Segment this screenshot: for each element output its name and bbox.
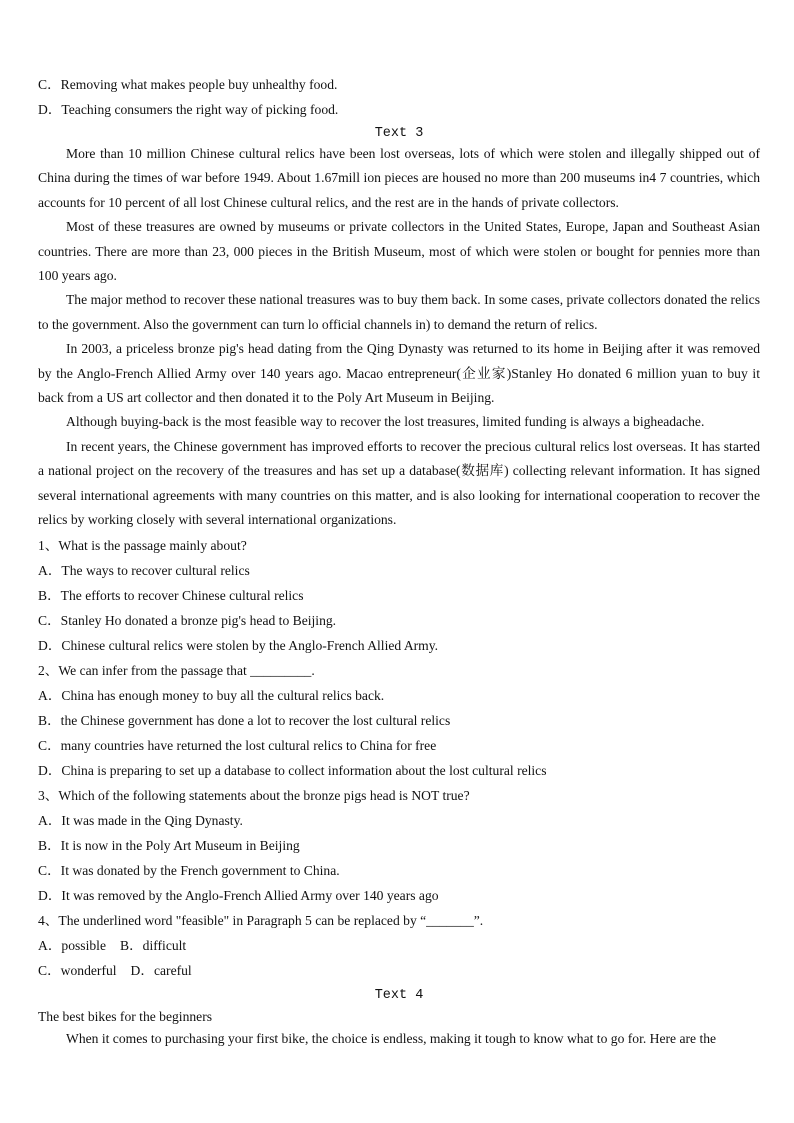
question-2-option-d: D．China is preparing to set up a database to collect information about the lost cultural relics (38, 762, 547, 778)
question-2-option-c: C．many countries have returned the lost cultural relics to China for free (38, 737, 437, 753)
text3-paragraph-5: Although buying-back is the most feasible way to recover the lost treasures, limited funding is always a bigheadache. (66, 414, 705, 430)
option-d: D．Teaching consumers the right way of picking food. (38, 102, 339, 117)
question-3-option-d: D．It was removed by the Anglo-French Allied Army over 140 years ago (38, 887, 439, 903)
text3-paragraph-3: The major method to recover these national treasures was to buy them back. In some cases, private collectors donated the relics to the government. Also the government can turn lo official channels in) to demand the return of relics. (38, 292, 760, 332)
question-4-options-ab (38, 933, 760, 958)
text3-paragraph-6: In recent years, the Chinese government has improved efforts to recover the precious cultural relics lost overseas. It has started a national project on the recovery of the treasures and has set up a database(数据库) collecting relevant information. It has signed several international agreements with many countries on this matter, and is also looking for international cooperation to recover the relics by working closely with several international organizations. (38, 438, 760, 528)
text3-paragraph-1: More than 10 million Chinese cultural relics have been lost overseas, lots of which were stolen and illegally shipped out of China during the times of war before 1949. About 1.67mill ion pieces are housed no more than 200 museums in4 7 countries, which accounts for 10 percent of all lost Chinese cultural relics, and the rest are in the hands of private collectors. (38, 146, 760, 210)
question-4-stem: 4、The underlined word "feasible" in Paragraph 5 can be replaced by “_______”. (38, 912, 484, 928)
question-3-option-b: B．It is now in the Poly Art Museum in Beijing (38, 837, 300, 853)
question-1-stem: 1、What is the passage mainly about? (38, 537, 247, 553)
question-4-options-cd (38, 958, 760, 983)
question-2-stem: 2、We can infer from the passage that _________. (38, 662, 315, 678)
question-3-stem: 3、Which of the following statements about the bronze pigs head is NOT true? (38, 787, 470, 803)
text4-title: The best bikes for the beginners (38, 1008, 213, 1024)
text4-heading: Text 4 (374, 987, 424, 1003)
question-3-option-c: C．It was donated by the French government to China. (38, 862, 340, 878)
text3-paragraph-4: In 2003, a priceless bronze pig's head dating from the Qing Dynasty was returned to its home in Beijing after it was removed by the Anglo-French Allied Army over 140 years ago. Macao entrepreneur(企业家)Stanley Ho donated 6 million yuan to buy it back from a US art collector and then donated it to the Poly Art Museum in Beijing. (38, 341, 760, 406)
question-1-option-a: A．The ways to recover cultural relics (38, 562, 250, 578)
question-1-option-b: B．The efforts to recover Chinese cultural relics (38, 587, 304, 603)
question-3-option-a: A．It was made in the Qing Dynasty. (38, 812, 243, 828)
question-1-option-c: C．Stanley Ho donated a bronze pig's head to Beijing. (38, 612, 337, 628)
text3-paragraph-2: Most of these treasures are owned by museums or private collectors in the United States, Europe, Japan and Southeast Asian countries. There are more than 23, 000 pieces in the British Museum, most of which were stolen or bought for pennies more than 100 years ago. (38, 219, 760, 284)
document-page (38, 72, 760, 1051)
text3-heading: Text 3 (374, 126, 424, 141)
question-4-option-b: B．difficult (119, 937, 187, 953)
question-1-option-d: D．Chinese cultural relics were stolen by the Anglo-French Allied Army. (38, 637, 439, 653)
question-4-option-c: C．wonderful (38, 962, 117, 978)
question-2-option-b: B．the Chinese government has done a lot to recover the lost cultural relics (38, 712, 451, 728)
question-2-option-a: A．China has enough money to buy all the cultural relics back. (38, 687, 385, 703)
question-4-option-a: A．possible (38, 937, 106, 953)
question-4-option-d: D．careful (130, 962, 192, 978)
text4-paragraph-1: When it comes to purchasing your first bike, the choice is endless, making it tough to know what to go for. Here are the (66, 1030, 717, 1046)
option-c: C．Removing what makes people buy unhealthy food. (38, 77, 338, 92)
